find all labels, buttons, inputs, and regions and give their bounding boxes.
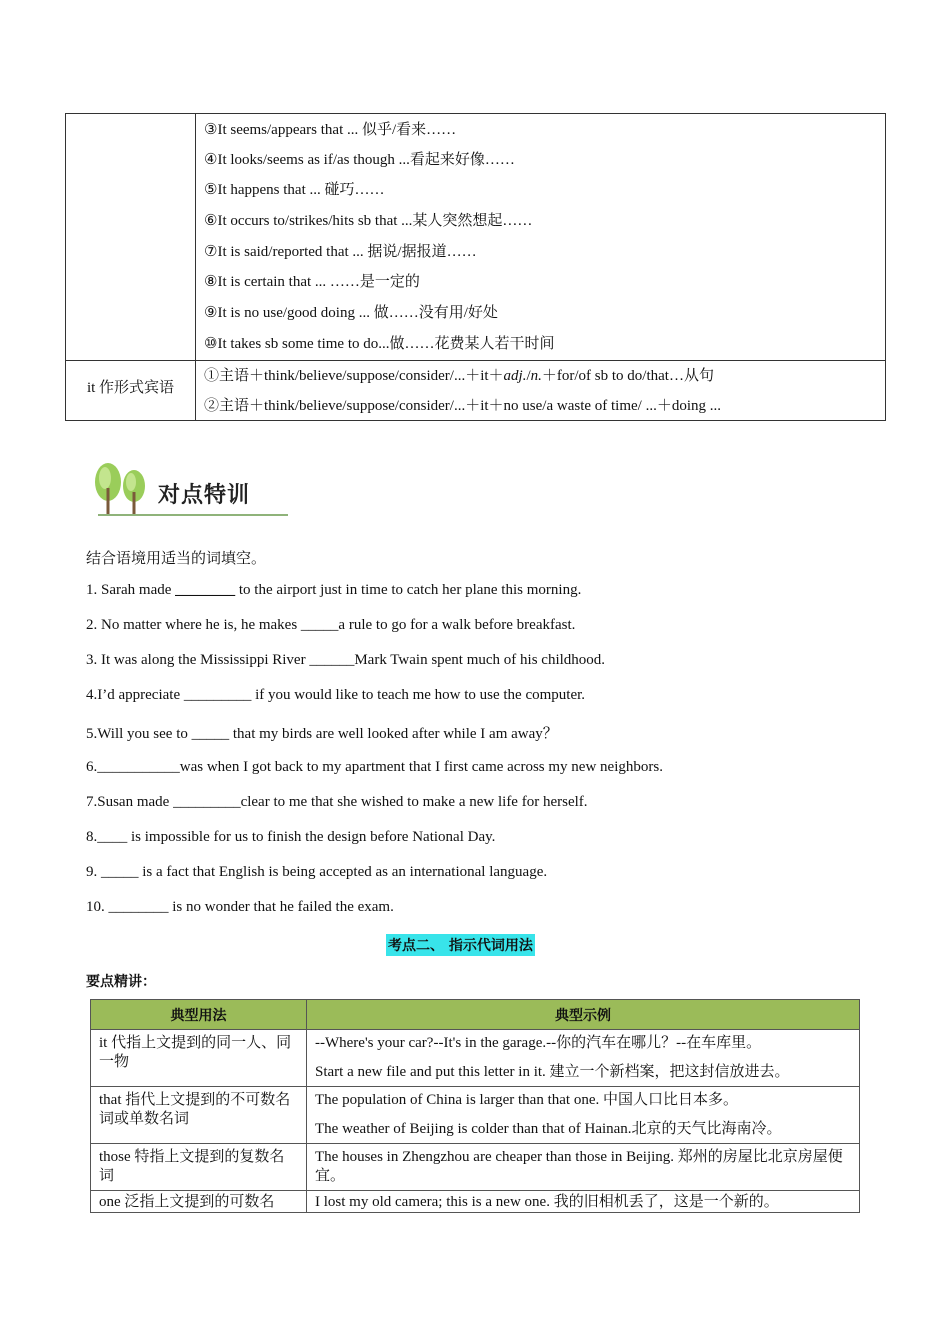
it-usage-table [65, 113, 886, 421]
table-header-row [91, 1000, 860, 1030]
usage-line: ④It looks/seems as if/as though ...看起来好像…… [204, 152, 515, 168]
usage-line: ⑦It is said/reported that ... 据说/据报道…… [204, 244, 477, 260]
example-cell [307, 1030, 860, 1087]
usage-line: ⑥It occurs to/strikes/hits sb that ...某人突然想起…… [204, 213, 533, 229]
usage-text: n. [530, 368, 542, 384]
tree-icon [90, 458, 154, 518]
banner-title: 对点特训 [158, 483, 251, 508]
usage-line: ③It seems/appears that ... 似乎/看来…… [204, 122, 457, 138]
exercise-item [86, 582, 581, 599]
exercise-text: 1. Sarah made [86, 582, 176, 598]
table-row [91, 1087, 860, 1144]
usage-text: / [526, 368, 531, 384]
usage-line [204, 364, 714, 385]
row-label-formal-object: it 作形式宾语 [86, 380, 175, 396]
exercise-item: 3. It was along the Mississippi River ______Mark Twain spent much of his childhood. [86, 652, 606, 668]
usage-cell: it 代指上文提到的同一人、同一物 [91, 1030, 307, 1087]
usage-text: adj. [503, 368, 527, 384]
example-text: The population of China is larger than that one. 中国人口比日本多。 [315, 1092, 738, 1108]
example-cell [307, 1144, 860, 1191]
usage-line: ⑩It takes sb some time to do...做……花费某人若干时间 [204, 336, 555, 352]
table-divider [195, 114, 196, 420]
usage-text: ①主语＋think/believe/suppose/consider/...＋it＋ [204, 368, 504, 384]
example-text: The weather of Beijing is colder than that of Hainan.北京的天气比海南冷。 [315, 1121, 782, 1137]
example-text: --Where's your car?--It's in the garage.--你的汽车在哪儿？--在车库里。 [315, 1035, 762, 1051]
usage-line: ⑧It is certain that ... ……是一定的 [204, 274, 420, 290]
usage-line: ⑨It is no use/good doing ... 做……没有用/好处 [204, 305, 498, 321]
usage-cell: those 特指上文提到的复数名词 [91, 1144, 307, 1191]
exercise-item: 7.Susan made _________clear to me that she wished to make a new life for herself. [86, 794, 588, 810]
usage-line: ②主语＋think/believe/suppose/consider/...＋it＋no use/a waste of time/ ...＋doing ... [204, 398, 722, 414]
example-text: Start a new file and put this letter in it. 建立一个新档案，把这封信放进去。 [315, 1064, 790, 1080]
example-text: The houses in Zhengzhou are cheaper than those in Beijing. 郑州的房屋比北京房屋便宜。 [315, 1149, 843, 1184]
exercise-item: 10. ________ is no wonder that he failed the exam. [86, 899, 394, 915]
table-divider [66, 360, 885, 361]
exercise-item: 9. _____ is a fact that English is being accepted as an international language. [86, 864, 548, 880]
column-header: 典型用法 [91, 1000, 307, 1030]
exercise-item: 8.____ is impossible for us to finish the design before National Day. [86, 829, 496, 845]
exercise-blank: ________ [175, 582, 236, 598]
table-row [91, 1191, 860, 1213]
section-title: 考点二、 指示代词用法 [386, 934, 535, 956]
practice-banner [90, 458, 290, 520]
exercise-text: to the airport just in time to catch her plane this morning. [235, 582, 582, 598]
example-cell [307, 1087, 860, 1144]
table-row [91, 1144, 860, 1191]
exercise-item: 5.Will you see to _____ that my birds are well looked after while I am away？ [86, 726, 558, 742]
exercise-instruction: 结合语境用适当的词填空。 [86, 551, 267, 567]
demonstrative-usage-table [90, 999, 860, 1213]
example-text: I lost my old camera; this is a new one. 我的旧相机丢了，这是一个新的。 [315, 1194, 779, 1210]
exercise-item: 2. No matter where he is, he makes _____a rule to go for a walk before breakfast. [86, 617, 576, 633]
example-cell [307, 1191, 860, 1213]
exercise-item: 6.___________was when I got back to my apartment that I first came across my new neighbors. [86, 759, 663, 775]
table-row [91, 1030, 860, 1087]
usage-text: ＋for/of sb to do/that…从句 [541, 368, 714, 384]
column-header: 典型示例 [307, 1000, 860, 1030]
points-label: 要点精讲： [86, 974, 156, 990]
usage-line: ⑤It happens that ... 碰巧…… [204, 182, 385, 198]
usage-cell: one 泛指上文提到的可数名 [91, 1191, 307, 1213]
usage-cell: that 指代上文提到的不可数名词或单数名词 [91, 1087, 307, 1144]
banner-underline [98, 514, 288, 516]
exercise-item: 4.I’d appreciate _________ if you would like to teach me how to use the computer. [86, 687, 586, 703]
